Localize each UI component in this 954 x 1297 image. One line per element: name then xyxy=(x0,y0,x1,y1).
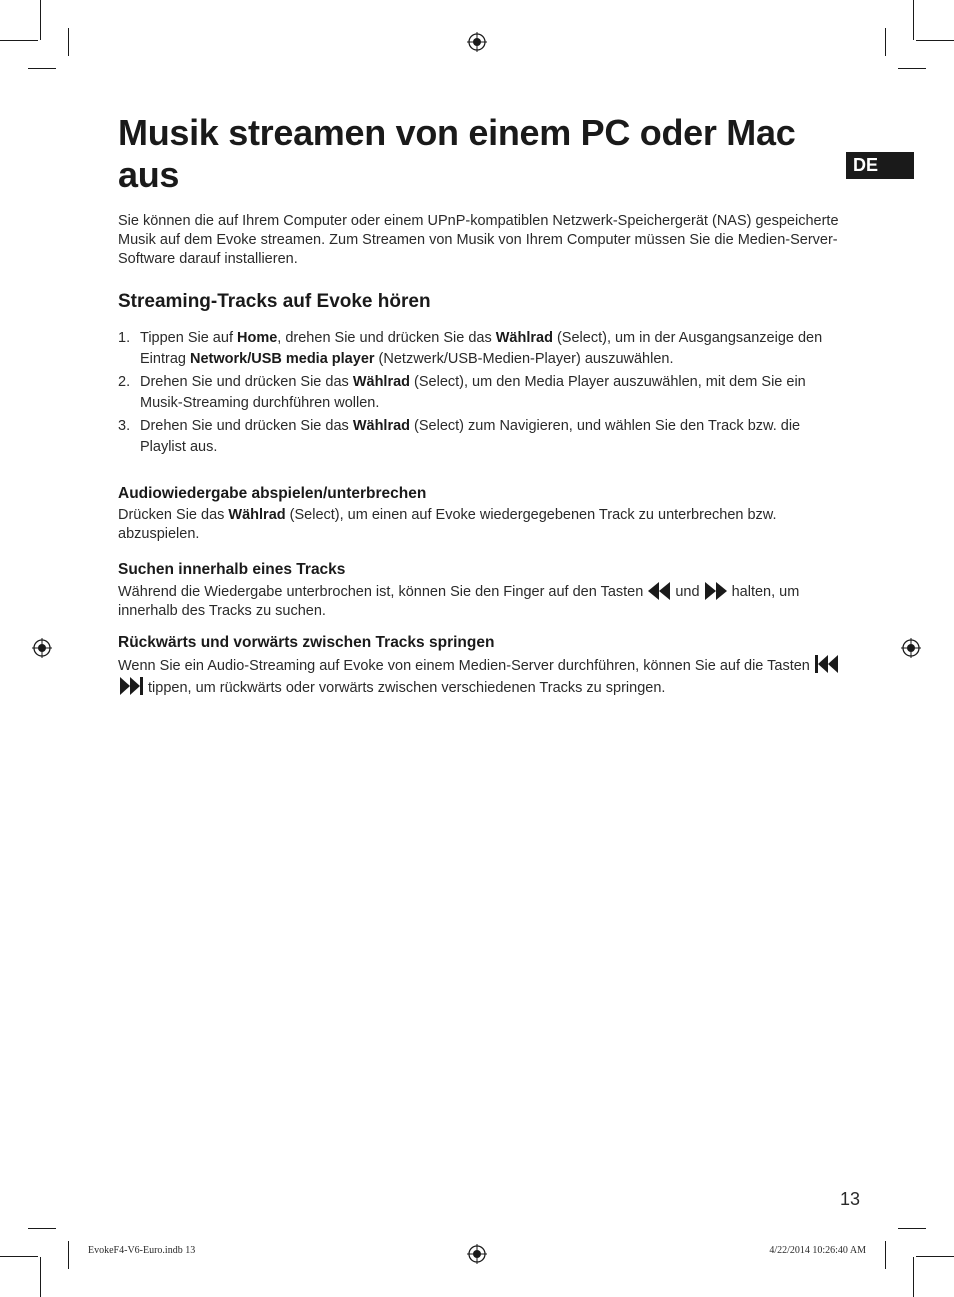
step-bold: Wählrad xyxy=(495,330,553,346)
seek-heading: Suchen innerhalb eines Tracks xyxy=(118,561,346,578)
step-bold: Wählrad xyxy=(352,374,411,390)
paragraph-text: halten, um innerhalb des Tracks zu suchen. xyxy=(118,584,800,619)
seek-paragraph xyxy=(118,582,840,621)
crop-mark xyxy=(40,0,41,40)
paragraph-bold: Wählrad xyxy=(228,507,286,523)
crop-mark xyxy=(916,40,954,41)
crop-mark xyxy=(68,1241,69,1269)
crop-mark xyxy=(898,1228,926,1229)
registration-mark-icon xyxy=(467,32,487,52)
list-item xyxy=(118,372,840,413)
step-number: 2. xyxy=(118,374,131,390)
step-number: 1. xyxy=(118,330,131,346)
page-title: Musik streamen von einem PC oder Mac aus xyxy=(118,112,796,195)
fast-forward-icon xyxy=(704,582,728,600)
crop-mark xyxy=(28,1228,56,1229)
play-pause-heading: Audiowiedergabe abspielen/unterbrechen xyxy=(118,485,427,502)
language-tab: DE xyxy=(846,152,914,179)
list-item xyxy=(118,416,840,457)
step-bold: Network/USB media player xyxy=(189,350,375,367)
page-content xyxy=(118,112,840,698)
steps-list xyxy=(118,328,840,457)
crop-mark xyxy=(0,1256,38,1257)
step-text: (Select), um in der Ausgangsanzeige den Eintrag xyxy=(140,330,823,367)
paragraph-text: Drücken Sie das xyxy=(118,507,229,523)
crop-mark xyxy=(913,1257,914,1297)
crop-mark xyxy=(0,40,38,41)
skip-back-icon xyxy=(814,654,840,674)
step-text: (Select) zum Navigieren, und wählen Sie den Track bzw. die Playlist aus. xyxy=(140,418,801,455)
slug-left: EvokeF4-V6-Euro.indb 13 xyxy=(88,1245,196,1256)
step-text: Tippen Sie auf xyxy=(140,330,237,346)
step-text: (Netzwerk/USB-Medien-Player) auszuwählen. xyxy=(374,350,674,367)
crop-mark xyxy=(885,28,886,56)
registration-mark-icon xyxy=(467,1244,487,1264)
crop-mark xyxy=(913,0,914,40)
crop-mark xyxy=(68,28,69,56)
skip-paragraph xyxy=(118,654,840,698)
rewind-icon xyxy=(647,582,671,600)
paragraph-text: (Select), um einen auf Evoke wiedergegebenen Track zu unterbrechen bzw. abzuspielen. xyxy=(118,507,777,542)
play-pause-paragraph xyxy=(118,506,840,544)
page-number: 13 xyxy=(840,1189,861,1209)
skip-forward-icon xyxy=(118,676,144,696)
paragraph-text: Während die Wiedergabe unterbrochen ist, können Sie den Finger auf den Tasten xyxy=(118,584,648,600)
crop-mark xyxy=(916,1256,954,1257)
intro-paragraph: Sie können die auf Ihrem Computer oder einem UPnP-kompatiblen Netzwerk-Speichergerät (NAS) gespeicherte Musik auf dem Evoke streamen. Zum Streamen von Musik von Ihrem Computer müssen Sie die Medien-Server-Software darauf installieren. xyxy=(118,213,839,267)
skip-heading: Rückwärts und vorwärts zwischen Tracks springen xyxy=(118,634,495,651)
crop-mark xyxy=(40,1257,41,1297)
paragraph-text: tippen, um rückwärts oder vorwärts zwischen verschiedenen Tracks zu springen. xyxy=(144,680,666,696)
registration-mark-icon xyxy=(901,638,921,658)
crop-mark xyxy=(28,68,56,69)
step-number: 3. xyxy=(118,418,131,434)
step-bold: Wählrad xyxy=(352,418,411,434)
step-text: (Select), um den Media Player auszuwählen, mit dem Sie ein Musik-Streaming durchführen wollen. xyxy=(140,374,806,411)
section-heading: Streaming-Tracks auf Evoke hören xyxy=(118,291,431,312)
slug-right: 4/22/2014 10:26:40 AM xyxy=(769,1245,866,1256)
step-text: , drehen Sie und drücken Sie das xyxy=(277,330,496,346)
registration-mark-icon xyxy=(32,638,52,658)
paragraph-text: Wenn Sie ein Audio-Streaming auf Evoke von einem Medien-Server durchführen, können Sie auf die Tasten xyxy=(118,658,814,674)
step-text: Drehen Sie und drücken Sie das xyxy=(140,374,353,390)
step-bold: Home xyxy=(237,330,278,346)
crop-mark xyxy=(885,1241,886,1269)
list-item xyxy=(118,328,840,369)
paragraph-text: und xyxy=(671,584,704,600)
step-text: Drehen Sie und drücken Sie das xyxy=(140,418,353,434)
crop-mark xyxy=(898,68,926,69)
